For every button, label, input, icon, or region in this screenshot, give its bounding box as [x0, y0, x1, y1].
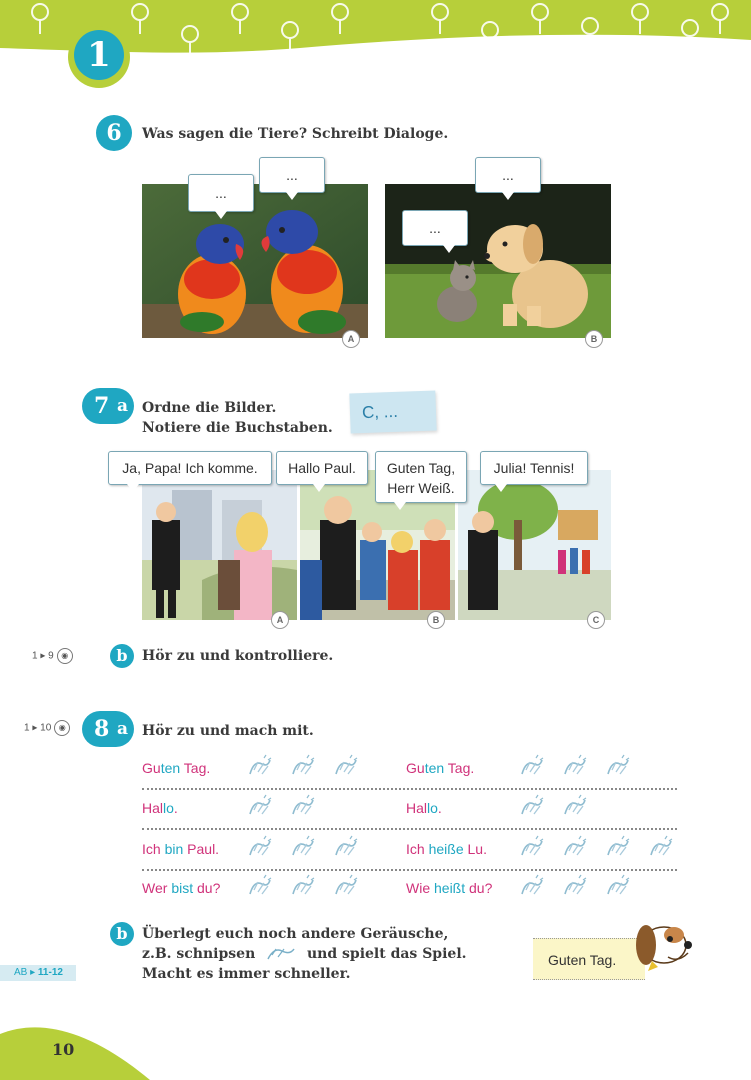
phrase-part: .: [173, 800, 178, 816]
phrase-part: Tag.: [180, 760, 211, 776]
exercise-8a-number: [82, 711, 134, 747]
phrase-part: Hal: [142, 800, 164, 816]
exercise-8b-line2: [142, 944, 467, 964]
exercise-8a-instruction: Hör zu und mach mit.: [142, 723, 314, 739]
phrase-part: Tag.: [444, 760, 475, 776]
exercise-7a-instruction: [142, 398, 333, 438]
phrase-part: .: [437, 800, 442, 816]
snap-icon: [244, 754, 272, 780]
panel-label-a: A: [271, 611, 289, 629]
snap-icon: [516, 835, 544, 861]
chapter-number: 1: [74, 30, 124, 80]
exercise-8-part-b: b: [110, 922, 134, 946]
bubble-text: ...: [215, 185, 227, 201]
snap-icon: [330, 754, 358, 780]
phrase-part: Lu.: [463, 841, 487, 857]
snap-icon: [516, 794, 544, 820]
phrase-part: Wer: [142, 880, 172, 896]
phrase-left-3: [142, 841, 219, 857]
footer-green-corner: [0, 1020, 150, 1080]
phrase-left-4: [142, 880, 220, 896]
exercise-8b-instruction: [142, 924, 467, 984]
phrase-part: bin: [164, 841, 184, 857]
snap-icon: [559, 835, 587, 861]
bubble-text: ...: [429, 220, 441, 236]
row-divider: [142, 788, 677, 790]
bubble-text-line2: Herr Weiß.: [387, 480, 455, 496]
panel-label-c: C: [587, 611, 605, 629]
exercise-8b-line2a: z.B. schnipsen: [142, 946, 256, 962]
dog-icon: [628, 915, 698, 977]
row-divider: [142, 828, 677, 830]
snap-fingers-icon: [264, 945, 298, 963]
phrase-part: du?: [465, 880, 493, 896]
phrase-part: lo: [163, 800, 174, 816]
photo-parrots: [142, 184, 368, 338]
row-divider: [142, 869, 677, 871]
exercise-7-number: 7: [94, 393, 110, 419]
photo-label-a: A: [342, 330, 360, 348]
snap-icon: [559, 754, 587, 780]
exercise-6-number: 6: [96, 115, 132, 151]
exercise-8-number: 8: [94, 716, 110, 742]
speech-bubble-guten-tag: [375, 451, 467, 503]
phrase-part: Wie: [406, 880, 434, 896]
speech-bubble-parrot-left: [188, 174, 254, 212]
phrase-part: ten: [160, 760, 181, 776]
bubble-text-line1: Guten Tag,: [386, 460, 456, 476]
snap-icon: [287, 794, 315, 820]
phrase-part: Ich: [406, 841, 429, 857]
audio-track-1-9[interactable]: [32, 648, 73, 664]
panel-label-b: B: [427, 611, 445, 629]
workbook-prefix: AB ▸: [14, 967, 38, 978]
phrase-part: Gu: [142, 760, 161, 776]
phrase-part: Ich: [142, 841, 165, 857]
snap-icon: [330, 835, 358, 861]
chapter-badge: [68, 26, 130, 88]
snap-icon: [602, 874, 630, 900]
snap-icon: [559, 794, 587, 820]
phrase-part: heißt: [434, 880, 466, 896]
phrase-left-1: [142, 760, 210, 776]
speech-bubble-ja-papa: [108, 451, 272, 485]
exercise-7a-number: [82, 388, 134, 424]
snap-icon: [516, 754, 544, 780]
snap-icon: [287, 754, 315, 780]
audio-icon: ◉: [57, 648, 73, 664]
bubble-text: ...: [286, 167, 298, 183]
snap-icon: [244, 835, 272, 861]
photo-dog-kitten: [385, 184, 611, 338]
exercise-7a-instruction-line1: Ordne die Bilder.: [142, 400, 277, 416]
exercise-7-part-b: b: [110, 644, 134, 668]
bubble-text: ...: [502, 167, 514, 183]
exercise-8-part-a: a: [116, 719, 128, 739]
workbook-reference[interactable]: [0, 965, 76, 981]
exercise-8b-line1: Überlegt euch noch andere Geräusche,: [142, 926, 449, 942]
phrase-part: du?: [193, 880, 221, 896]
comic-panel-c: [458, 470, 611, 620]
speech-bubble-hallo-paul: [276, 451, 368, 485]
phrase-part: bist: [171, 880, 194, 896]
bubble-text: Hallo Paul.: [288, 460, 356, 476]
speech-bubble-julia-tennis: [480, 451, 588, 485]
exercise-6-instruction: Was sagen die Tiere? Schreibt Dialoge.: [142, 126, 449, 142]
phrase-part: heiße: [428, 841, 464, 857]
audio-track-1-10[interactable]: [24, 720, 70, 736]
phrase-right-1: [406, 760, 474, 776]
phrase-part: Paul.: [183, 841, 220, 857]
snap-icon: [602, 835, 630, 861]
phrase-right-4: [406, 880, 492, 896]
track-number: 1 ▸ 9: [32, 650, 54, 662]
phrase-part: lo: [427, 800, 438, 816]
speech-bubble-dog: [475, 157, 541, 193]
snap-icon: [516, 874, 544, 900]
snap-icon: [287, 835, 315, 861]
exercise-8b-line2b: und spielt das Spiel.: [307, 946, 467, 962]
speech-bubble-kitten: [402, 210, 468, 246]
comic-panel-a: [142, 470, 297, 620]
snap-icon: [602, 754, 630, 780]
snap-icon: [330, 874, 358, 900]
snap-icon: [645, 835, 673, 861]
exercise-7a-instruction-line2: Notiere die Buchstaben.: [142, 420, 333, 436]
phrase-right-2: [406, 800, 442, 816]
exercise-7b-instruction: Hör zu und kontrolliere.: [142, 648, 334, 664]
page-number: 10: [52, 1040, 75, 1059]
bubble-text: Ja, Papa! Ich komme.: [122, 460, 258, 476]
phrase-left-2: [142, 800, 178, 816]
snap-icon: [559, 874, 587, 900]
snap-icon: [244, 874, 272, 900]
exercise-7-part-a: a: [116, 396, 128, 416]
dog-speech-tag: Guten Tag.: [533, 938, 645, 980]
track-number: 1 ▸ 10: [24, 722, 52, 734]
snap-icon: [244, 794, 272, 820]
exercise-8b-line3: Macht es immer schneller.: [142, 966, 351, 982]
phrase-part: Hal: [406, 800, 428, 816]
snap-icon: [287, 874, 315, 900]
phrase-part: ten: [424, 760, 445, 776]
workbook-pages: 11-12: [37, 967, 63, 978]
answer-note: C, ...: [349, 391, 436, 434]
bubble-text: Julia! Tennis!: [493, 460, 575, 476]
audio-icon: ◉: [54, 720, 70, 736]
speech-bubble-parrot-right: [259, 157, 325, 193]
phrase-right-3: [406, 841, 487, 857]
phrase-part: Gu: [406, 760, 425, 776]
photo-label-b: B: [585, 330, 603, 348]
